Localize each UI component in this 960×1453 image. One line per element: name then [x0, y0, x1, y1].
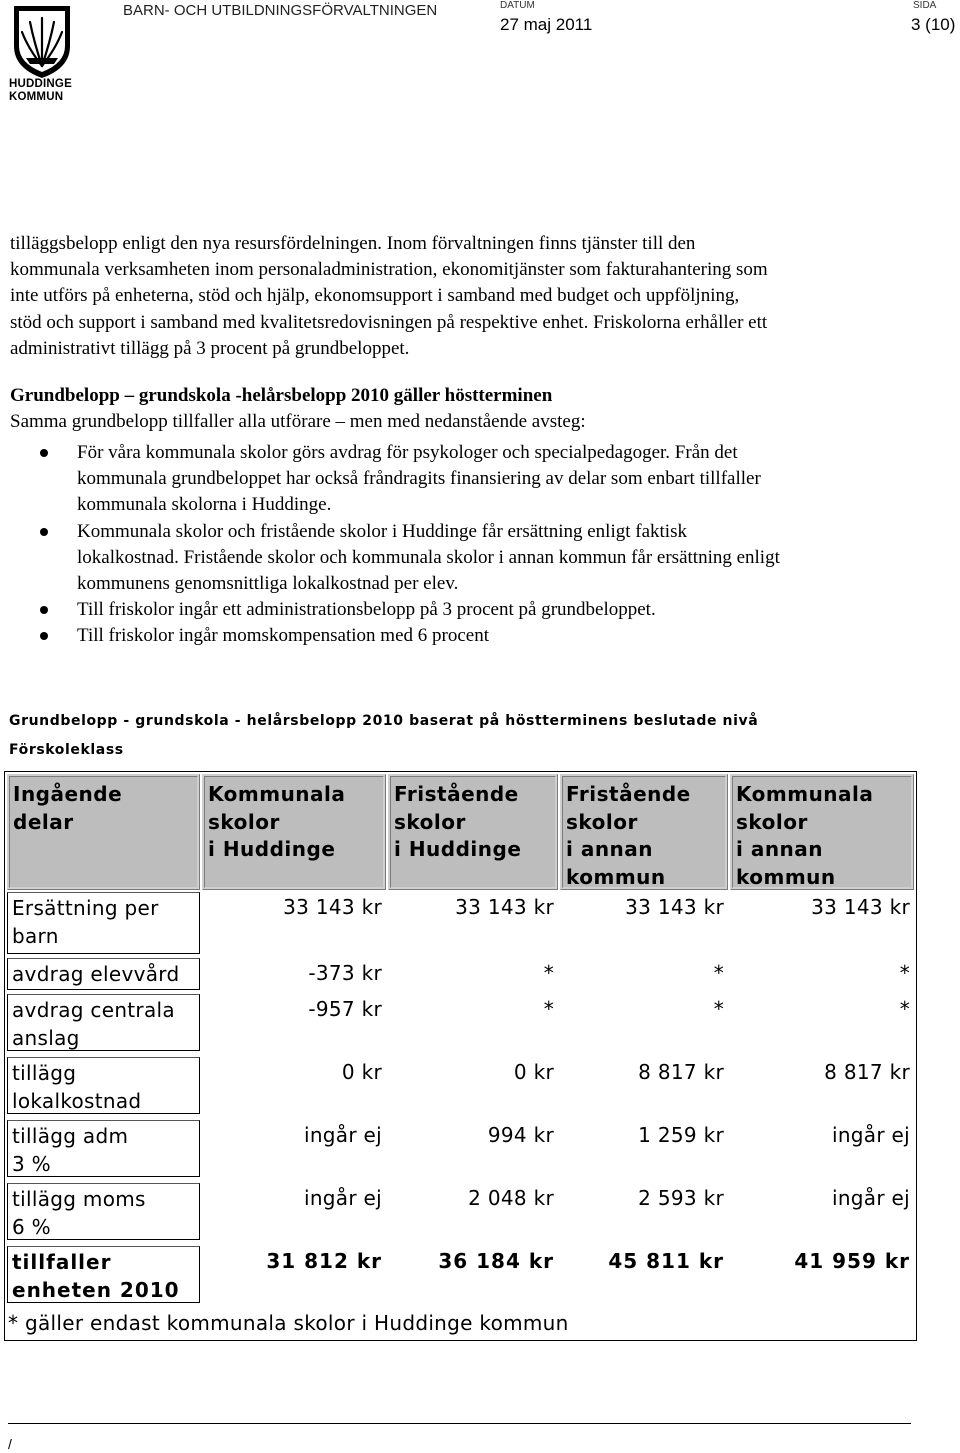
intro-line: kommunala verksamheten inom personaladministration, ekonomitjänster som fakturahantering som: [10, 259, 768, 281]
table-row-label: [7, 958, 200, 990]
logo-text-line2: KOMMUN: [9, 91, 64, 103]
header-line: Kommunala: [736, 782, 874, 806]
row-label-line: tillägg moms: [12, 1187, 146, 1211]
logo-text: [9, 78, 72, 104]
department-name: BARN- OCH UTBILDNINGSFÖRVALTNINGEN: [123, 2, 438, 19]
table-cell: *: [899, 997, 910, 1021]
table-cell: 33 143 kr: [455, 895, 554, 919]
table-cell: 1 259 kr: [638, 1123, 724, 1147]
bullet-icon: [40, 528, 48, 536]
coat-of-arms-icon: [8, 2, 76, 80]
intro-line: inte utförs på enheterna, stöd och hjälp, ekonomsupport i samband med budget och uppföljning,: [10, 285, 740, 307]
table-cell: 8 817 kr: [824, 1060, 910, 1084]
header-line: kommun: [566, 864, 666, 889]
table-cell: 0 kr: [341, 1060, 382, 1084]
header-line: i annan: [736, 837, 824, 861]
row-label-line: lokalkostnad: [12, 1088, 142, 1113]
table-header-cell: [7, 774, 200, 890]
bullet-item: [0, 440, 960, 519]
section-intro: Samma grundbelopp tillfaller alla utförare – men med nedanstående avsteg:: [10, 411, 586, 432]
table-cell: 33 143 kr: [811, 895, 910, 919]
header-line: skolor: [566, 809, 638, 834]
table-cell: *: [543, 961, 554, 985]
table-cell: 2 593 kr: [638, 1186, 724, 1210]
row-label-line: avdrag centrala: [12, 998, 175, 1022]
row-label-line: 3 %: [12, 1151, 51, 1176]
intro-paragraph: [10, 231, 950, 362]
bullet-line: Till friskolor ingår ett administrationsbelopp på 3 procent på grundbeloppet.: [77, 599, 656, 621]
bullet-icon: [40, 606, 48, 614]
header-line: skolor: [394, 809, 466, 834]
bullet-list: [0, 440, 960, 650]
table-cell-total: 31 812 kr: [266, 1249, 382, 1273]
table-cell-total: 45 811 kr: [608, 1249, 724, 1273]
table-row-label: [7, 1120, 200, 1177]
row-label-line: tillägg adm: [12, 1124, 129, 1148]
table-subtitle: Förskoleklass: [9, 742, 124, 758]
table-cell: *: [543, 997, 554, 1021]
table-row-label: [7, 1246, 200, 1303]
table-header-cell: [388, 774, 558, 890]
row-label-line: enheten 2010: [12, 1277, 180, 1302]
header-line: kommun: [736, 864, 836, 889]
header-line: Kommunala: [208, 782, 346, 806]
date-value: 27 maj 2011: [500, 15, 593, 34]
table-row-label: [7, 1183, 200, 1240]
table-title: Grundbelopp - grundskola - helårsbelopp 2010 baserat på höstterminens beslutade nivå: [9, 713, 759, 729]
footer-slash: /: [8, 1436, 12, 1452]
logo-text-line1: HUDDINGE: [9, 78, 72, 90]
table-cell-total: 41 959 kr: [794, 1249, 910, 1273]
table-cell: 2 048 kr: [468, 1186, 554, 1210]
table-cell: ingår ej: [831, 1123, 910, 1147]
table-row-label: [7, 892, 200, 954]
header-line: skolor: [208, 809, 280, 834]
row-label-line: tillfaller: [12, 1250, 112, 1274]
page-label: SIDA: [913, 0, 937, 11]
header-line: Fristående: [394, 782, 519, 806]
table-cell: *: [899, 961, 910, 985]
row-label-line: tillägg: [12, 1061, 77, 1085]
table-cell: 0 kr: [513, 1060, 554, 1084]
grundbelopp-table: [4, 771, 917, 1341]
bullet-line: lokalkostnad. Fristående skolor och kommunala skolor i annan kommun får ersättning enligt: [77, 546, 780, 568]
bullet-icon: [40, 449, 48, 457]
header-line: skolor: [736, 809, 808, 834]
bullet-line: Kommunala skolor och fristående skolor i Huddinge får ersättning enligt faktisk: [77, 520, 687, 542]
table-row-label: [7, 994, 200, 1051]
table-row-label: [7, 1057, 200, 1114]
table-footnote: * gäller endast kommunala skolor i Huddinge kommun: [8, 1311, 569, 1335]
header-line: Fristående: [566, 782, 691, 806]
row-label-line: anslag: [12, 1025, 80, 1050]
header-line: i Huddinge: [208, 837, 336, 861]
section-heading: Grundbelopp – grundskola -helårsbelopp 2010 gäller höstterminen: [10, 385, 553, 406]
table-header-cell: [202, 774, 386, 890]
table-cell: ingår ej: [831, 1186, 910, 1210]
table-header-cell: [560, 774, 728, 890]
table-cell: 33 143 kr: [625, 895, 724, 919]
header-line: i annan: [566, 837, 654, 861]
table-cell-total: 36 184 kr: [438, 1249, 554, 1273]
header-line: delar: [13, 809, 74, 834]
intro-line: stöd och support i samband med kvalitetsredovisningen på respektive enhet. Friskolorna erhåller ett: [10, 311, 768, 333]
intro-line: administrativt tillägg på 3 procent på grundbeloppet.: [10, 337, 410, 359]
row-label-line: 6 %: [12, 1214, 51, 1239]
table-cell: 994 kr: [487, 1123, 554, 1147]
table-cell: *: [713, 961, 724, 985]
bullet-line: kommunens genomsnittliga lokalkostnad per elev.: [77, 573, 459, 595]
page-number: 3 (10): [911, 15, 956, 34]
table-cell: -373 kr: [308, 961, 382, 985]
table-cell: ingår ej: [303, 1186, 382, 1210]
row-label-line: barn: [12, 923, 59, 948]
table-header-cell: [730, 774, 914, 890]
bullet-line: kommunala skolorna i Huddinge.: [77, 494, 332, 516]
bullet-line: Till friskolor ingår momskompensation med 6 procent: [77, 625, 489, 647]
header-line: Ingående: [13, 782, 123, 806]
bullet-item: [0, 597, 960, 623]
table-cell: *: [713, 997, 724, 1021]
table-cell: -957 kr: [308, 997, 382, 1021]
bullet-item: [0, 519, 960, 598]
date-label: DATUM: [500, 0, 535, 11]
table-cell: 33 143 kr: [283, 895, 382, 919]
bullet-item: [0, 623, 960, 649]
table-cell: ingår ej: [303, 1123, 382, 1147]
footer-divider: [8, 1423, 911, 1424]
bullet-icon: [40, 632, 48, 640]
intro-line: tilläggsbelopp enligt den nya resursfördelningen. Inom förvaltningen finns tjänster till den: [10, 233, 696, 254]
row-label-line: Ersättning per: [12, 896, 159, 920]
bullet-line: För våra kommunala skolor görs avdrag för psykologer och specialpedagoger. Från det: [77, 442, 738, 463]
header-line: i Huddinge: [394, 837, 522, 861]
row-label-line: avdrag elevvård: [12, 962, 180, 986]
bullet-line: kommunala grundbeloppet har också fråndragits finansiering av delar som enbart tillfaller: [77, 468, 761, 490]
table-cell: 8 817 kr: [638, 1060, 724, 1084]
